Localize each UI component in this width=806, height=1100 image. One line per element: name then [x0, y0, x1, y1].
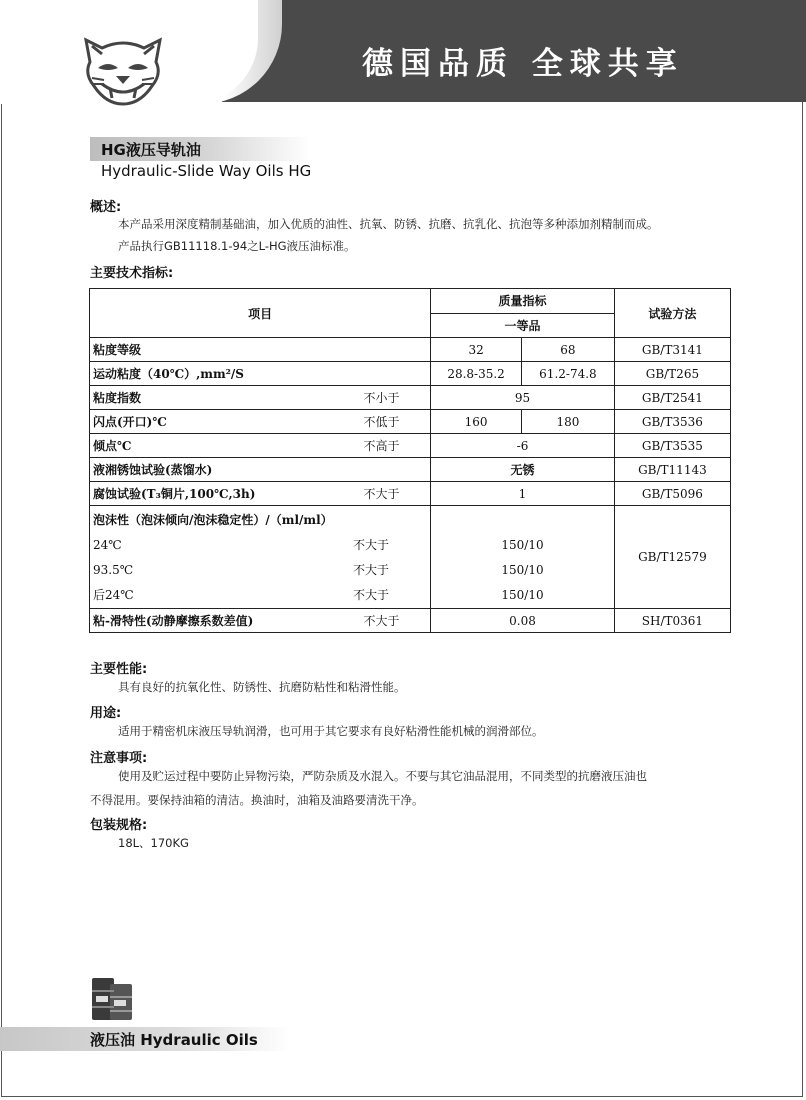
- row-method: GB/T2541: [614, 386, 730, 410]
- foam-values: [431, 506, 615, 609]
- row-method: GB/T3535: [614, 434, 730, 458]
- row-item: 倾点℃: [90, 434, 364, 458]
- notes-heading: 注意事项:: [90, 751, 148, 766]
- spec-heading: 主要技术指标:: [90, 266, 174, 281]
- row-cond: 不小于: [363, 386, 430, 410]
- row-cond: 不低于: [363, 410, 430, 434]
- foam-value: 150/10: [501, 538, 544, 552]
- row-value: 1: [431, 482, 615, 506]
- foam-value: 150/10: [501, 563, 544, 577]
- tiger-head-icon: [80, 34, 166, 106]
- table-row: [90, 609, 731, 633]
- row-item: 粘度等级: [90, 338, 364, 362]
- footer-text: 液压油 Hydraulic Oils: [90, 1031, 258, 1049]
- row-cond: 不高于: [363, 434, 430, 458]
- row-value-32: 32: [431, 338, 522, 362]
- row-cond: [363, 362, 430, 386]
- foam-row: [90, 506, 731, 609]
- foam-item: 93.5℃: [93, 563, 134, 577]
- table-row: [90, 482, 731, 506]
- overview-line2: 产品执行GB11118.1-94之L-HG液压油标准。: [118, 239, 356, 253]
- foam-cond: 不大于: [353, 538, 390, 552]
- table-row: [90, 410, 731, 434]
- col-grade-header: 一等品: [431, 313, 615, 338]
- foam-item: 24℃: [93, 538, 122, 552]
- header-slogan: 德国品质 全球共享: [362, 46, 684, 82]
- table-row: [90, 362, 731, 386]
- row-value: 0.08: [431, 609, 615, 633]
- row-method: GB/T11143: [614, 458, 730, 482]
- row-item: 粘度指数: [90, 386, 364, 410]
- packaging-text: 18L、170KG: [118, 836, 189, 850]
- usage-text: 适用于精密机床液压导轨润滑，也可用于其它要求有良好粘滑性能机械的润滑部位。: [118, 724, 544, 738]
- foam-line: [93, 583, 427, 608]
- row-item: 粘-滑特性(动静摩擦系数差值): [90, 609, 364, 633]
- foam-line: [93, 533, 427, 558]
- row-cond: [363, 458, 430, 482]
- notes-line1: 使用及贮运过程中要防止异物污染，严防杂质及水混入。不要与其它油品混用，不同类型的抗磨液压油也: [118, 769, 647, 783]
- usage-heading: 用途:: [90, 706, 122, 721]
- row-method: SH/T0361: [614, 609, 730, 633]
- foam-label: 泡沫性（泡沫倾向/泡沫稳定性）/（ml/ml）: [93, 513, 333, 527]
- table-row: [90, 458, 731, 482]
- row-cond: 不大于: [363, 609, 430, 633]
- overview-line1: 本产品采用深度精制基础油，加入优质的油性、抗氧、防锈、抗磨、抗乳化、抗泡等多种添加剂精制而成。: [118, 217, 659, 231]
- foam-line: [93, 558, 427, 583]
- product-title-cn: HG液压导轨油: [101, 141, 201, 159]
- oil-barrels-icon: [88, 974, 136, 1022]
- row-item: 闪点(开口)℃: [90, 410, 364, 434]
- row-item: 液湘锈蚀试验(蒸馏水): [90, 458, 364, 482]
- row-value-32: 28.8-35.2: [431, 362, 522, 386]
- spec-table: [89, 288, 731, 633]
- row-item: 运动粘度（40℃）,mm²/S: [90, 362, 364, 386]
- table-row: [90, 338, 731, 362]
- table-row: [90, 386, 731, 410]
- col-quality-header: 质量指标: [431, 289, 615, 314]
- row-method: GB/T265: [614, 362, 730, 386]
- foam-cond: 不大于: [353, 588, 390, 602]
- overview-heading: 概述:: [90, 200, 122, 215]
- foam-cond: 不大于: [353, 563, 390, 577]
- row-value: -6: [431, 434, 615, 458]
- performance-heading: 主要性能:: [90, 662, 148, 677]
- row-value-68: 180: [522, 410, 615, 434]
- foam-item: 后24℃: [93, 588, 134, 602]
- row-item: 腐蚀试验(T₃铜片,100℃,3h): [90, 482, 364, 506]
- foam-items: [90, 506, 431, 609]
- col-item-header: 项目: [90, 289, 431, 338]
- row-value: 95: [431, 386, 615, 410]
- row-value-68: 61.2-74.8: [522, 362, 615, 386]
- row-method: GB/T5096: [614, 482, 730, 506]
- performance-text: 具有良好的抗氧化性、防锈性、抗磨防粘性和粘滑性能。: [118, 680, 406, 694]
- row-value-68: 68: [522, 338, 615, 362]
- packaging-heading: 包装规格:: [90, 818, 148, 833]
- table-row: [90, 434, 731, 458]
- foam-value: 150/10: [501, 588, 544, 602]
- col-method-header: 试验方法: [614, 289, 730, 338]
- foam-method: GB/T12579: [614, 506, 730, 609]
- row-method: GB/T3536: [614, 410, 730, 434]
- notes-line2: 不得混用。要保持油箱的清洁。换油时，油箱及油路要清洗干净。: [90, 793, 424, 807]
- row-cond: 不大于: [363, 482, 430, 506]
- row-cond: [363, 338, 430, 362]
- row-value-32: 160: [431, 410, 522, 434]
- row-value: 无锈: [431, 458, 615, 482]
- row-method: GB/T3141: [614, 338, 730, 362]
- product-title-en: Hydraulic-Slide Way Oils HG: [101, 162, 312, 180]
- table-header-row: [90, 289, 731, 314]
